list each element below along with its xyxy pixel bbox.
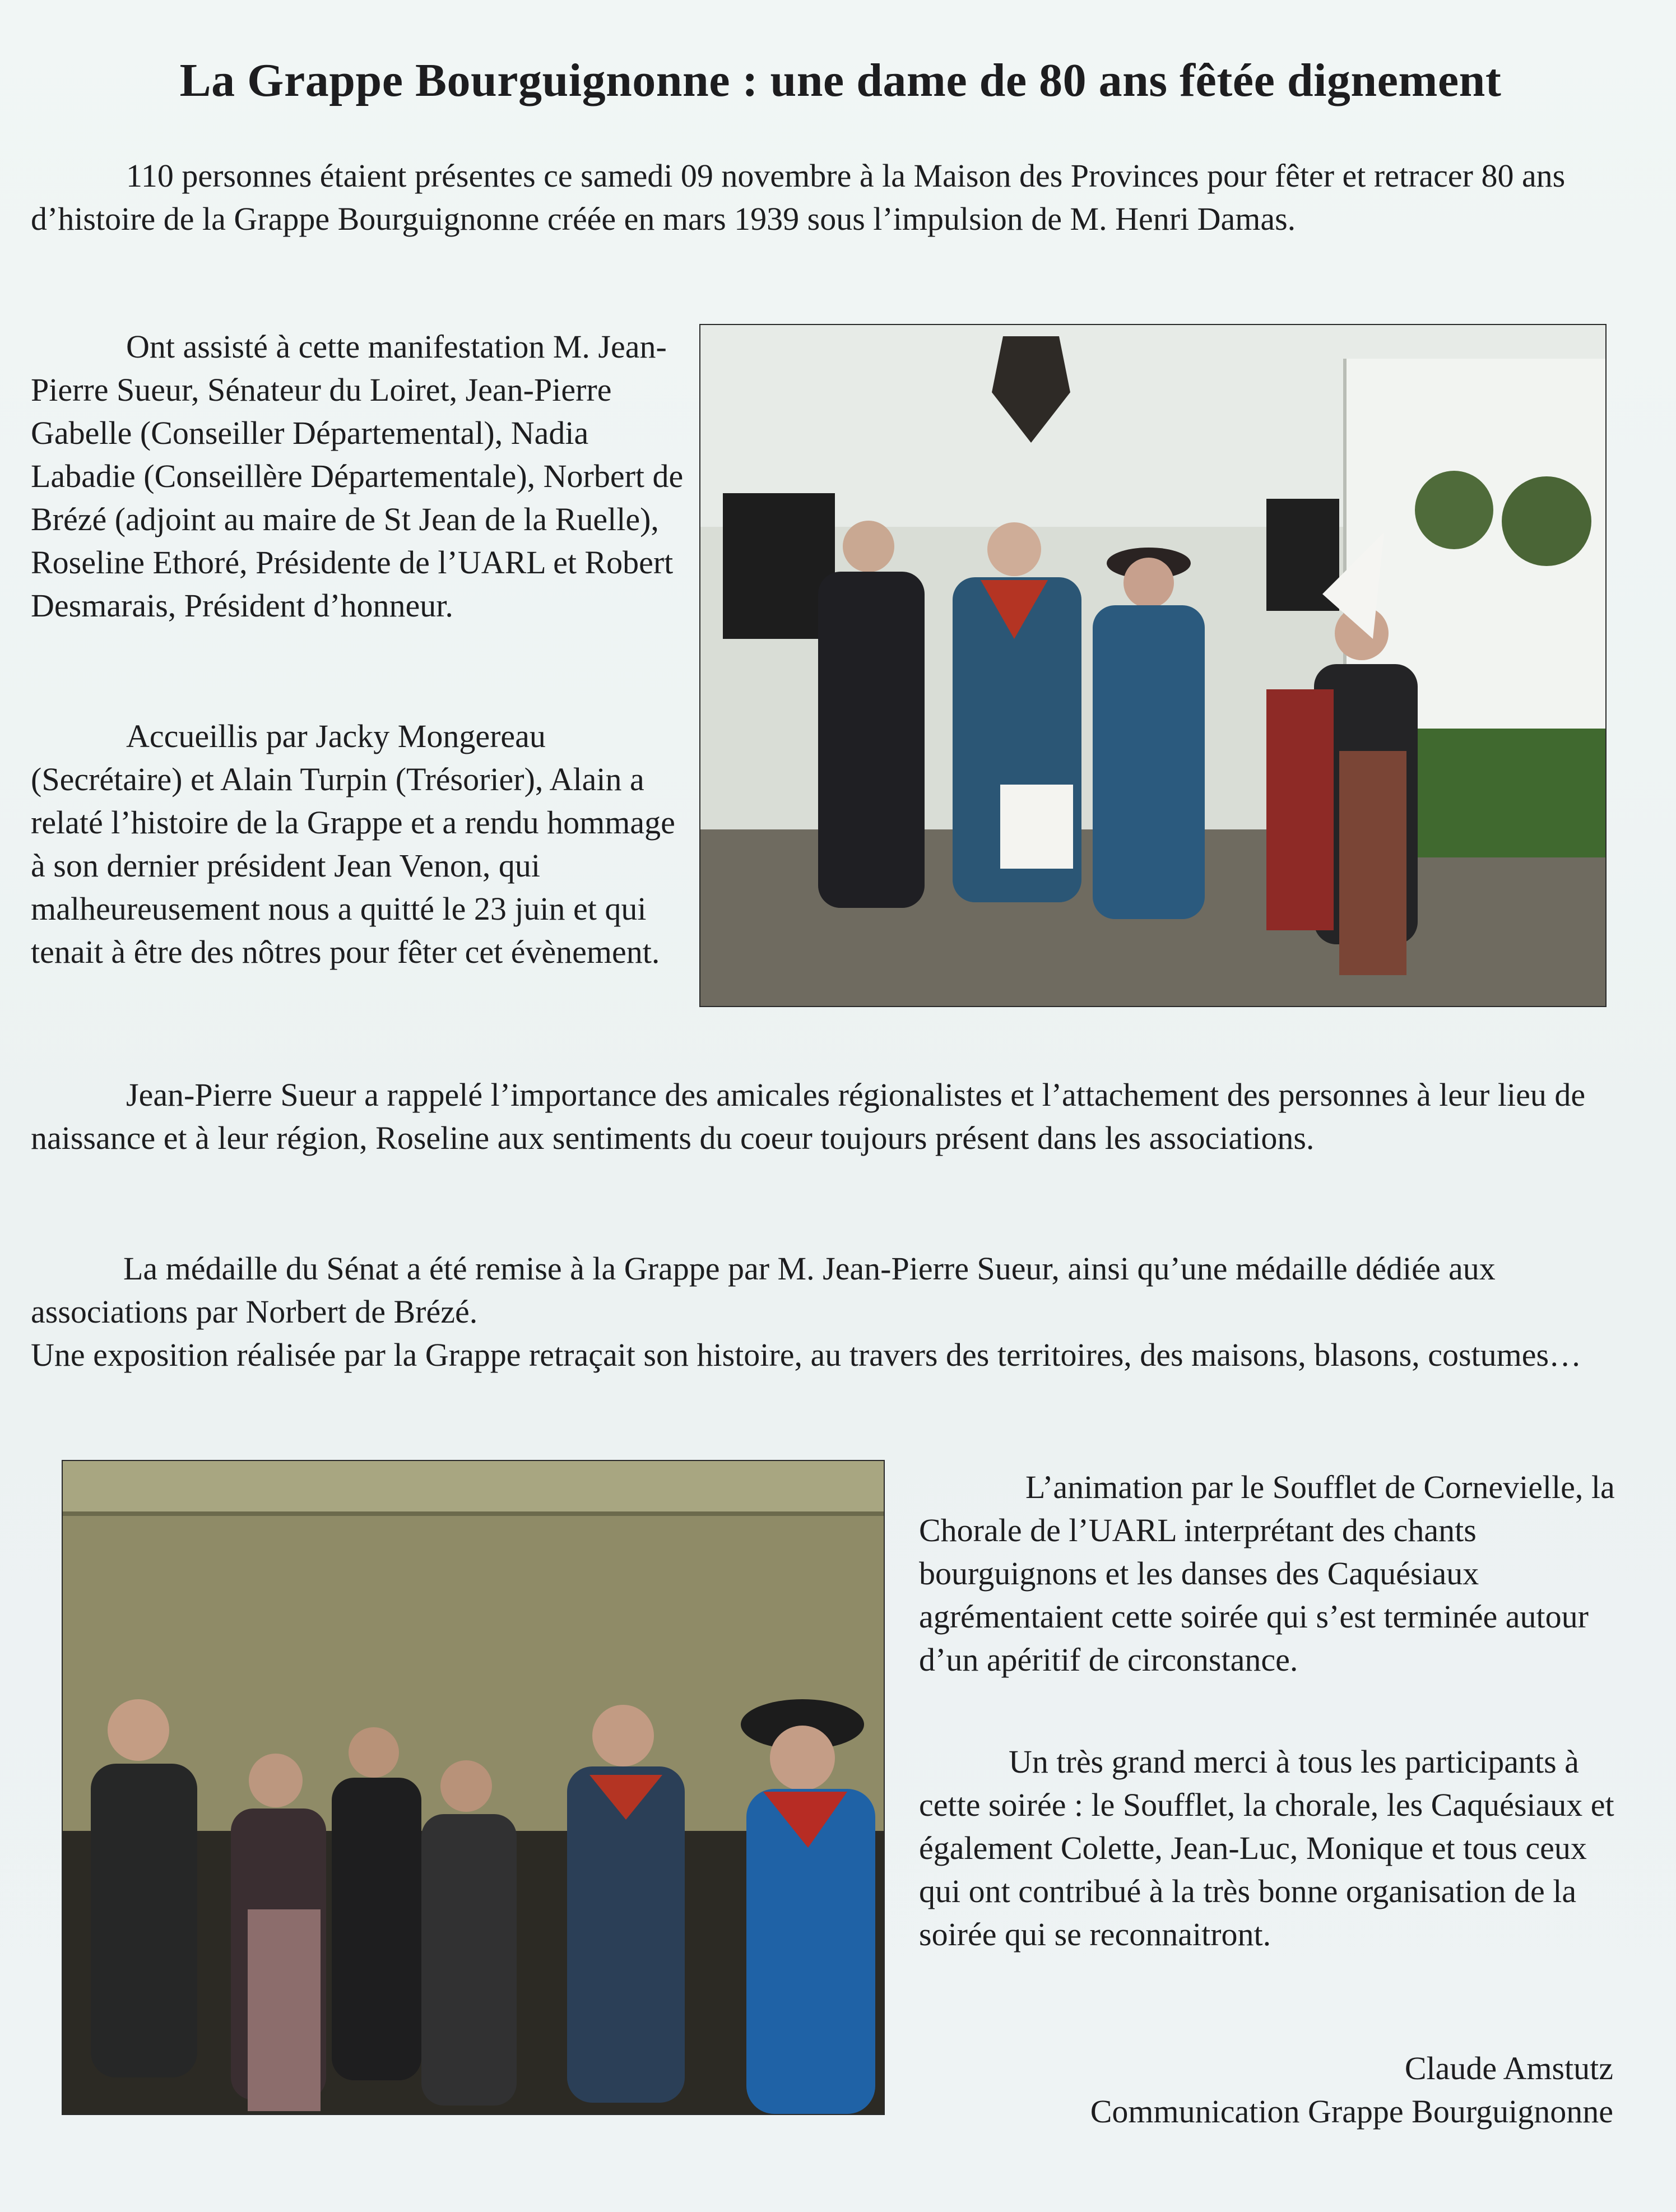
signature-name: Claude Amstutz [1404, 2050, 1613, 2086]
exhibition-paragraph: Une exposition réalisée par la Grappe retraçait son histoire, au travers des territoires, des maisons, blasons, costumes… [31, 1337, 1582, 1373]
attendees-paragraph: Ont assisté à cette manifestation M. Jean-Pierre Sueur, Sénateur du Loiret, Jean-Pierre Gabelle (Conseiller Départemental), Nadia Labadie (Conseillère Départementale), Norbert de Brézé (adjoint au maire de St Jean de la Ruelle), Roseline Ethoré, Présidente de l’UARL et Robert Desmarais, Président d’honneur. [31, 328, 684, 624]
signature-role: Communication Grappe Bourguignonne [1090, 2093, 1613, 2130]
sueur-paragraph: Jean-Pierre Sueur a rappelé l’importance des amicales régionalistes et l’attachement des personnes à leur lieu de naissance et à leur région, Roseline aux sentiments du coeur toujours présent dans les associations. [31, 1077, 1586, 1156]
medal-block [31, 1247, 1645, 1376]
animation-paragraph [919, 1466, 1619, 1681]
dancing-photo [62, 1460, 885, 2115]
article-title: La Grappe Bourguignonne : une dame de 80 ans fêtée dignement [179, 54, 1502, 106]
welcome-paragraph: Accueillis par Jacky Mongereau (Secrétaire) et Alain Turpin (Trésorier), Alain a relaté l’histoire de la Grappe et a rendu hommage à son dernier président Jean Venon, qui malheureusement nous a quitté le 23 juin et qui tenait à être des nôtres pour fêter cet évènement. [31, 718, 675, 970]
animation-text: L’animation par le Soufflet de Cornevielle, la Chorale de l’UARL interprétant des chants bourguignons et les danses des Caquésiaux agrémentaient cette soirée qui s’est terminée autour d’un apéritif de circonstance. [919, 1469, 1615, 1678]
thanks-paragraph: Un très grand merci à tous les participants à cette soirée : le Soufflet, la chorale, les Caquésiaux et également Colette, Jean-Luc, Monique et tous ceux qui ont contribué à la très bonne organisation de la soirée qui se reconnaitront. [919, 1743, 1614, 1953]
intro-paragraph: 110 personnes étaient présentes ce samedi 09 novembre à la Maison des Provinces pour fêter et retracer 80 ans d’histoire de la Grappe Bourguignonne créée en mars 1939 sous l’impulsion de M. Henri Damas. [31, 157, 1566, 237]
ceremony-speakers-photo [699, 324, 1607, 1007]
medal-paragraph: La médaille du Sénat a été remise à la Grappe par M. Jean-Pierre Sueur, ainsi qu’une médaille dédiée aux associations par Norbert de Brézé. [31, 1250, 1496, 1330]
